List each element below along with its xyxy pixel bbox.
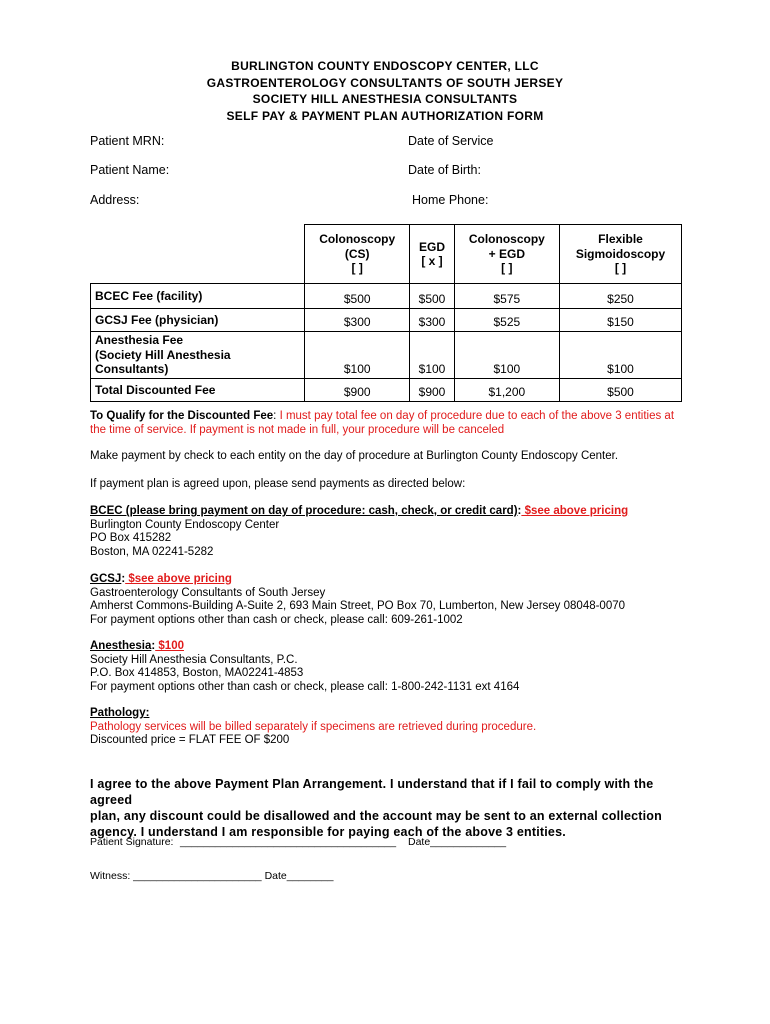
column-label: EGD <box>419 239 446 254</box>
header-line-1: BURLINGTON COUNTY ENDOSCOPY CENTER, LLC <box>231 59 539 73</box>
gcsj-colon: : <box>121 573 126 585</box>
anesthesia-heading: Anesthesia <box>90 640 152 652</box>
patient-name-label: Patient Name: <box>90 163 170 177</box>
qualify-colon: : <box>273 410 277 422</box>
gcsj-line: For payment options other than cash or check, please call: 609-261-1002 <box>90 613 463 626</box>
payment-plan-text: If payment plan is agreed upon, please send payments as directed below: <box>90 478 466 490</box>
column-label: Sigmoidoscopy <box>575 246 666 261</box>
anesthesia-pricing: $100 <box>155 640 184 652</box>
table-row <box>91 379 682 402</box>
pathology-line: Discounted price = FLAT FEE OF $200 <box>90 734 290 746</box>
column-label: Flexible <box>598 232 643 247</box>
date-of-birth-label: Date of Birth: <box>408 163 481 177</box>
header-line-3: SOCIETY HILL ANESTHESIA CONSULTANTS <box>252 92 518 106</box>
bcec-line: Burlington County Endoscopy Center <box>90 518 280 531</box>
row-label-total-fee: Total Discounted Fee <box>91 379 305 402</box>
pathology-line: Pathology services will be billed separately if specimens are retrieved during procedure. <box>90 720 537 733</box>
row-label-anesthesia-fee <box>91 332 305 379</box>
anesthesia-line: P.O. Box 414853, Boston, MA02241-4853 <box>90 667 304 679</box>
table-cell: $100 <box>454 332 559 379</box>
table-cell: $900 <box>410 379 454 402</box>
home-phone-label: Home Phone: <box>412 193 489 207</box>
make-payment-text: Make payment by check to each entity on the day of procedure at Burlington County Endoscopy Center. <box>90 450 619 462</box>
patient-signature-field[interactable]: _____________________________________ <box>180 836 397 848</box>
table-cell: $900 <box>305 379 410 402</box>
table-row <box>91 332 682 379</box>
qualify-heading: To Qualify for the Discounted Fee <box>90 410 274 422</box>
column-label: Colonoscopy <box>319 232 396 247</box>
table-row <box>91 309 682 332</box>
address-label: Address: <box>90 193 140 207</box>
gcsj-line: Gastroenterology Consultants of South Jersey <box>90 586 326 599</box>
table-cell: $150 <box>560 309 682 332</box>
form-title: SELF PAY & PAYMENT PLAN AUTHORIZATION FORM <box>226 108 544 123</box>
table-cell: $100 <box>410 332 454 379</box>
table-cell: $500 <box>410 284 454 309</box>
row-label-line: Consultants) <box>95 362 169 377</box>
egd-checkbox[interactable]: [ x ] <box>421 254 443 268</box>
bcec-line: Boston, MA 02241-5282 <box>90 545 214 558</box>
anesthesia-line: Society Hill Anesthesia Consultants, P.C. <box>90 653 298 666</box>
table-cell: $100 <box>560 332 682 379</box>
form-header <box>0 58 770 124</box>
agreement-statement <box>90 776 690 840</box>
bcec-section <box>90 505 690 559</box>
column-colonoscopy-egd <box>454 225 559 284</box>
colonoscopy-egd-checkbox[interactable]: [ ] <box>501 261 513 276</box>
column-label: (CS) <box>344 246 370 261</box>
row-label-line: (Society Hill Anesthesia <box>95 347 231 362</box>
qualify-text-2: the time of service. If payment is not made in full, your procedure will be canceled <box>90 423 505 436</box>
table-cell: $525 <box>454 309 559 332</box>
witness-field[interactable]: Witness: ______________________ Date________ <box>90 870 334 882</box>
column-flexible-sigmoidoscopy <box>560 225 682 284</box>
row-label-line: Anesthesia Fee <box>95 333 184 348</box>
table-cell: $575 <box>454 284 559 309</box>
agreement-line: I agree to the above Payment Plan Arrangement. I understand that if I fail to comply with the agreed <box>90 777 654 807</box>
fee-table-header <box>91 225 682 284</box>
colonoscopy-checkbox[interactable]: [ ] <box>351 261 363 276</box>
patient-signature-label: Patient Signature: <box>90 836 174 848</box>
fee-table-corner <box>91 225 305 284</box>
row-label-bcec-fee: BCEC Fee (facility) <box>91 284 305 309</box>
column-label: + EGD <box>488 246 526 261</box>
bcec-pricing: $see above pricing <box>521 505 629 517</box>
table-cell: $250 <box>560 284 682 309</box>
table-cell: $100 <box>305 332 410 379</box>
column-egd <box>410 225 454 284</box>
gcsj-line: Amherst Commons-Building A-Suite 2, 693 Main Street, PO Box 70, Lumberton, New Jersey 08048-0070 <box>90 600 626 612</box>
pathology-heading: Pathology: <box>90 707 150 719</box>
signature-date-field[interactable]: Date_____________ <box>408 836 507 848</box>
bcec-colon: : <box>517 505 522 517</box>
date-of-service-label: Date of Service <box>408 134 494 148</box>
anesthesia-section <box>90 640 690 694</box>
table-cell: $300 <box>305 309 410 332</box>
gcsj-section <box>90 573 690 627</box>
agreement-line: plan, any discount could be disallowed and the account may be sent to an external collection <box>90 809 662 823</box>
header-line-2: GASTROENTEROLOGY CONSULTANTS OF SOUTH JERSEY <box>206 75 564 90</box>
fee-table <box>90 224 682 402</box>
table-row <box>91 284 682 309</box>
table-cell: $500 <box>305 284 410 309</box>
gcsj-pricing: $see above pricing <box>125 573 232 585</box>
flexible-sigmoidoscopy-checkbox[interactable]: [ ] <box>614 261 627 276</box>
column-label: Colonoscopy <box>468 232 545 247</box>
row-label-gcsj-fee: GCSJ Fee (physician) <box>91 309 305 332</box>
gcsj-heading: GCSJ <box>90 573 122 585</box>
bcec-line: PO Box 415282 <box>90 532 172 544</box>
table-cell: $300 <box>410 309 454 332</box>
anesthesia-line: For payment options other than cash or check, please call: 1-800-242-1131 ext 4164 <box>90 680 520 693</box>
anesthesia-colon: : <box>151 640 156 652</box>
column-colonoscopy <box>305 225 410 284</box>
table-cell: $500 <box>560 379 682 402</box>
agreement-line: agency. I understand I am responsible for paying each of the above 3 entities. <box>90 825 566 839</box>
qualify-notice <box>90 410 690 437</box>
qualify-text: I must pay total fee on day of procedure due to each of the above 3 entities at <box>276 410 675 422</box>
bcec-heading: BCEC (please bring payment on day of procedure: cash, check, or credit card) <box>90 505 518 517</box>
patient-mrn-label: Patient MRN: <box>90 134 165 148</box>
pathology-section <box>90 707 690 748</box>
table-cell: $1,200 <box>454 379 559 402</box>
